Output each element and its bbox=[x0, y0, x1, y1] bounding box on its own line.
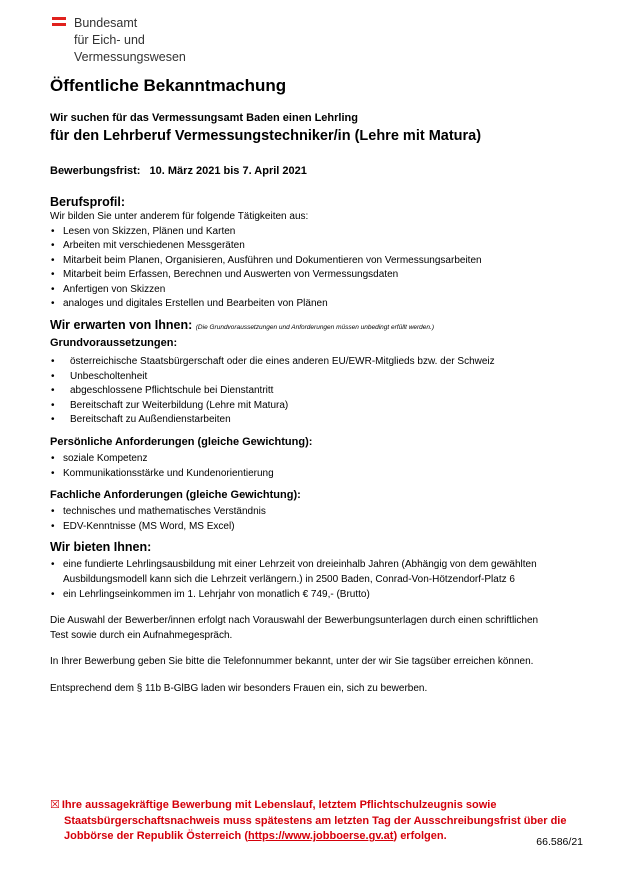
list-item: • Lesen von Skizzen, Plänen und Karten bbox=[50, 225, 580, 240]
frauen-paragraph: Entsprechend dem § 11b B-GlBG laden wir besonders Frauen ein, sich zu bewerben. bbox=[50, 682, 428, 694]
list-item: • Mitarbeit beim Erfassen, Berechnen und Auswerten von Vermessungsdaten bbox=[50, 268, 580, 283]
agency-name-line1: Bundesamt bbox=[74, 16, 138, 30]
telefon-paragraph: In Ihrer Bewerbung geben Sie bitte die Telefonnummer bekannt, unter der wir Sie tagsüber erreichen können. bbox=[50, 656, 534, 668]
grundvoraussetzungen-heading: Grundvoraussetzungen: bbox=[50, 337, 178, 350]
list-item: • Mitarbeit beim Planen, Organisieren, Ausführen und Dokumentieren von Vermessungsarbeiten bbox=[50, 254, 580, 269]
list-item: • Anfertigen von Skizzen bbox=[50, 283, 580, 298]
grundvoraussetzungen-list bbox=[50, 355, 580, 428]
footer-line3-before: Jobbörse der Republik Österreich ( bbox=[64, 830, 248, 842]
application-instructions bbox=[50, 798, 586, 845]
list-item: • Arbeiten mit verschiedenen Messgeräten bbox=[50, 239, 580, 254]
auswahl-line2: Test sowie durch ein Aufnahmegespräch. bbox=[50, 629, 233, 641]
fachliche-anforderungen-list bbox=[50, 505, 580, 534]
page-title: Öffentliche Bekanntmachung bbox=[50, 76, 287, 95]
jobboerse-link[interactable]: https://www.jobboerse.gv.at bbox=[248, 830, 394, 842]
list-item: • EDV-Kenntnisse (MS Word, MS Excel) bbox=[50, 520, 580, 535]
job-title: für den Lehrberuf Vermessungstechniker/in (Lehre mit Matura) bbox=[50, 128, 482, 144]
berufsprofil-list bbox=[50, 225, 580, 313]
section-heading-berufsprofil: Berufsprofil: bbox=[50, 195, 125, 209]
deadline-label: Bewerbungsfrist: bbox=[50, 165, 141, 177]
list-item: • analoges und digitales Erstellen und Bearbeiten von Plänen bbox=[50, 297, 580, 312]
list-item: • Bereitschaft zur Weiterbildung (Lehre mit Matura) bbox=[50, 399, 580, 414]
erwarten-heading: Wir erwarten von Ihnen: bbox=[50, 318, 193, 333]
bieten-item1-line1: eine fundierte Lehrlingsausbildung mit einer Lehrzeit von dreieinhalb Jahren (Abhängig von dem gewählten bbox=[63, 559, 537, 571]
application-deadline bbox=[50, 165, 307, 177]
agency-name-line2: für Eich- und bbox=[74, 33, 145, 47]
main-content bbox=[50, 194, 580, 696]
auswahl-paragraph bbox=[50, 614, 580, 643]
erwarten-note: (Die Grundvoraussetzungen und Anforderungen müssen unbedingt erfüllt werden.) bbox=[195, 324, 435, 332]
bieten-item1-line2: Ausbildungsmodell kann sich die Lehrzeit verlängern.) in 2500 Baden, Conrad-Von-Hötzendorf-Platz 6 bbox=[63, 574, 515, 585]
agency-name-line3: Vermessungswesen bbox=[74, 50, 186, 64]
reference-number: 66.586/21 bbox=[536, 836, 583, 848]
list-item: • ein Lehrlingseinkommen im 1. Lehrjahr von monatlich € 749,- (Brutto) bbox=[50, 588, 580, 603]
persoenliche-anforderungen-list bbox=[50, 452, 580, 481]
austria-flag-icon bbox=[52, 17, 66, 27]
list-item: • abgeschlossene Pflichtschule bei Dienstantritt bbox=[50, 384, 580, 399]
footer-line3 bbox=[50, 829, 586, 845]
list-item: • Unbescholtenheit bbox=[50, 370, 580, 385]
footer-text-line1: Ihre aussagekräftige Bewerbung mit Lebenslauf, letztem Pflichtschulzeugnis sowie bbox=[61, 799, 497, 811]
intro-text: Wir suchen für das Vermessungsamt Baden einen Lehrling bbox=[50, 112, 358, 124]
section-heading-erwarten bbox=[50, 317, 580, 336]
footer-line3-after: ) erfolgen. bbox=[393, 830, 447, 842]
envelope-icon: ☒ bbox=[50, 799, 60, 811]
bieten-list bbox=[50, 558, 580, 602]
list-item bbox=[50, 558, 580, 587]
agency-name bbox=[74, 15, 186, 66]
footer-line1 bbox=[50, 798, 586, 814]
list-item: • soziale Kompetenz bbox=[50, 452, 580, 467]
list-item: • österreichische Staatsbürgerschaft oder die eines anderen EU/EWR-Mitglieds bzw. der Schweiz bbox=[50, 355, 580, 370]
fachliche-anforderungen-heading: Fachliche Anforderungen (gleiche Gewichtung): bbox=[50, 489, 301, 502]
auswahl-line1: Die Auswahl der Bewerber/innen erfolgt nach Vorauswahl der Bewerbungsunterlagen durch einen schriftlichen bbox=[50, 615, 539, 627]
berufsprofil-lead: Wir bilden Sie unter anderem für folgende Tätigkeiten aus: bbox=[50, 211, 309, 222]
list-item: • Bereitschaft zu Außendienstarbeiten bbox=[50, 413, 580, 428]
list-item: • Kommunikationsstärke und Kundenorientierung bbox=[50, 467, 580, 482]
section-heading-bieten: Wir bieten Ihnen: bbox=[50, 540, 152, 555]
footer-line2: Staatsbürgerschaftsnachweis muss spätestens am letzten Tag der Ausschreibungsfrist über die bbox=[64, 814, 567, 827]
persoenliche-anforderungen-heading: Persönliche Anforderungen (gleiche Gewichtung): bbox=[50, 436, 313, 449]
deadline-value: 10. März 2021 bis 7. April 2021 bbox=[149, 165, 307, 177]
list-item: • technisches und mathematisches Verständnis bbox=[50, 505, 580, 520]
